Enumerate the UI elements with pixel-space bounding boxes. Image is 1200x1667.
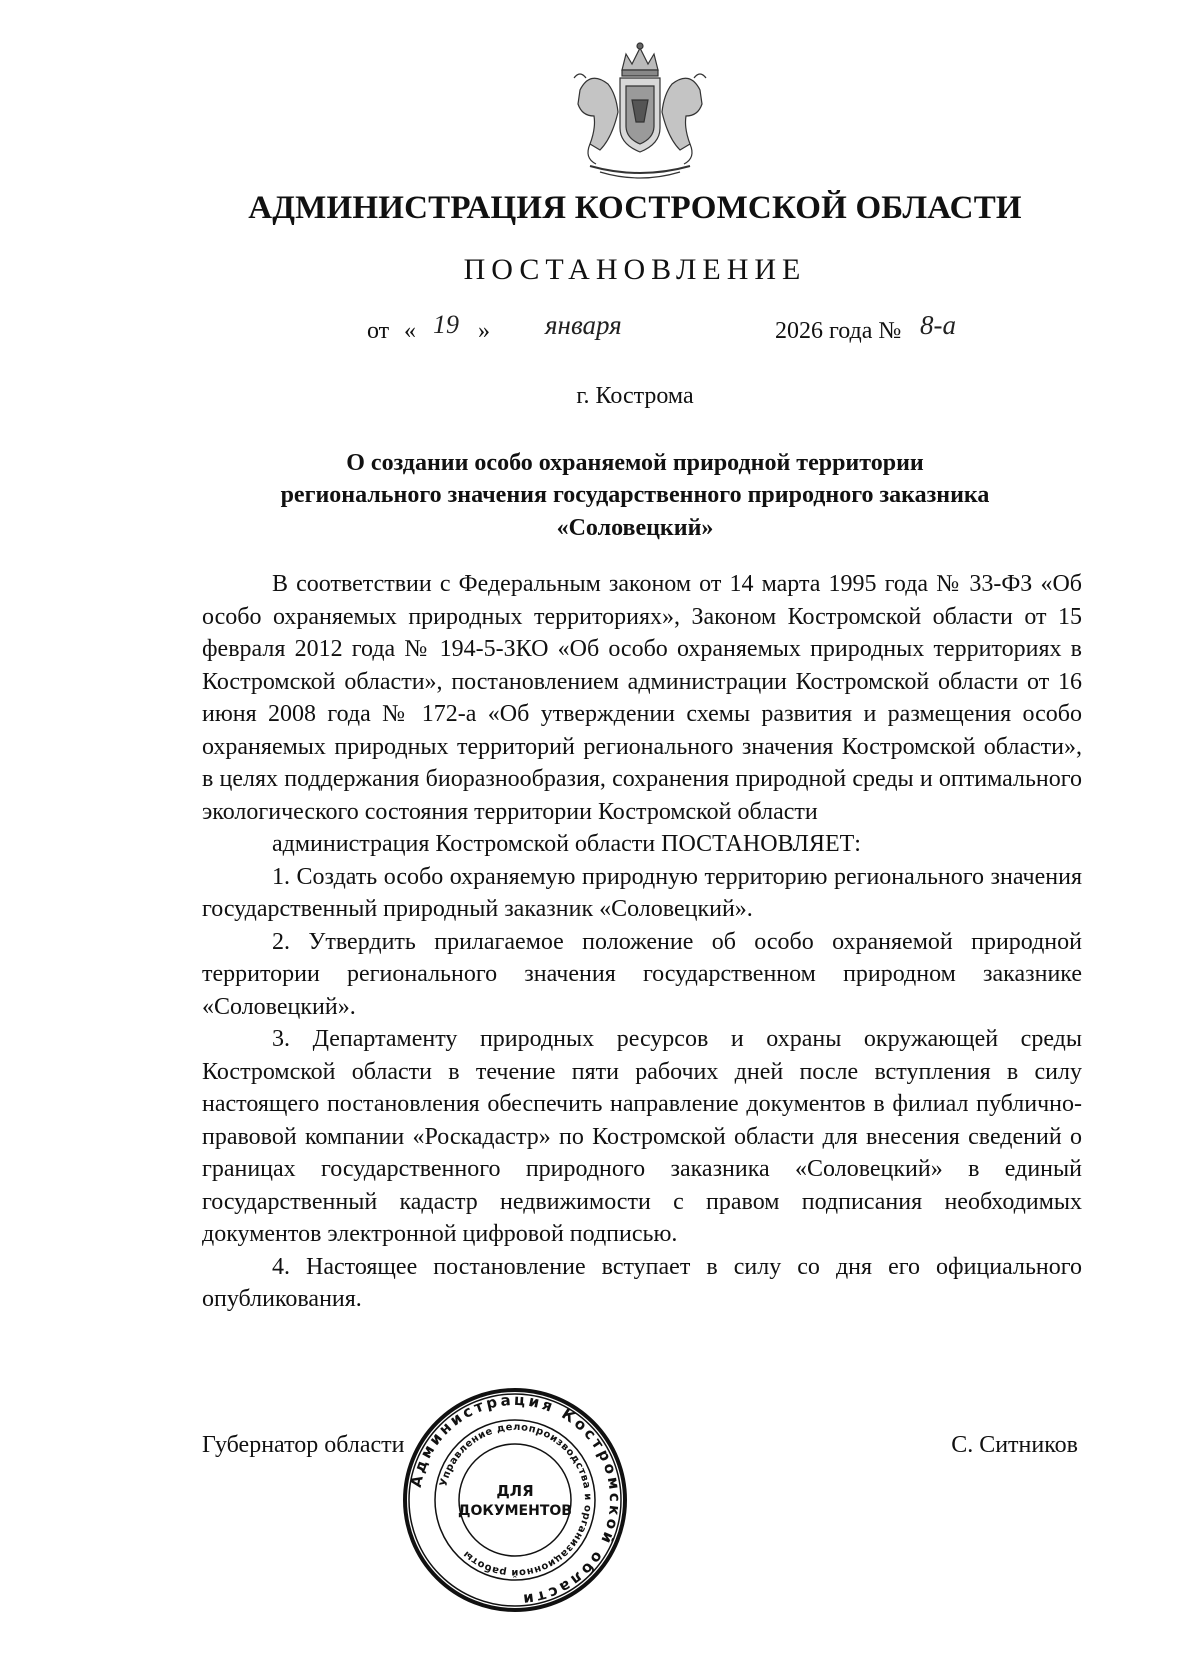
document-body [202, 568, 1082, 1316]
item-paragraph-1: 1. Создать особо охраняемую природную территорию регионального значения государственный природный заказник «Соловецкий». [202, 863, 1082, 922]
signatory-role: Губернатор области [202, 1432, 405, 1458]
signatory-name: С. Ситников [951, 1432, 1078, 1458]
date-quote-open: « [404, 318, 416, 344]
item-paragraph-4: 4. Настоящее постановление вступает в силу со дня его официального опубликования. [202, 1253, 1082, 1312]
date-day-handwritten: 19 [433, 310, 459, 339]
date-month-handwritten: января [545, 310, 622, 340]
signature-row [202, 1432, 1082, 1472]
date-line [0, 308, 1200, 358]
stamp-center-line-2: ДОКУМЕНТОВ [458, 1503, 572, 1519]
subject-line: регионального значения государственного природного заказника [280, 482, 990, 509]
preamble-paragraph: В соответствии с Федеральным законом от 14 марта 1995 года № 33-ФЗ «Об особо охраняемых природных территориях», Законом Костромской области от 15 февраля 2012 года № 194-5-ЗКО «Об особо охраняемых природных территориях в Костромской области», постановлением администрации Костромской области от 16 июня 2008 года № 172-а «Об утверждении схемы развития и размещения особо охраняемых природных территорий регионального значения Костромской области», в целях поддержания биоразнообразия, сохранения природной среды и оптимального экологического состояния территории Костромской области [202, 571, 1082, 825]
organization-title: АДМИНИСТРАЦИЯ КОСТРОМСКОЙ ОБЛАСТИ [248, 190, 1022, 226]
item-paragraph-3: 3. Департаменту природных ресурсов и охраны окружающей среды Костромской области в течение пяти рабочих дней после вступления в силу настоящего постановления обеспечить направление документов в филиал публично-правовой компании «Роскадастр» по Костромской области для внесения сведений о границах государственного природного заказника «Соловецкий» в единый государственный кадастр недвижимости с правом подписания необходимых документов электронной цифровой подписью. [202, 1026, 1082, 1247]
date-year-text: 2026 года № [775, 318, 902, 344]
stamp-inner-text: Управление делопроизводства и организационной работы [438, 1421, 594, 1579]
date-prefix: от [367, 318, 390, 344]
item-paragraph-2: 2. Утвердить прилагаемое положение об особо охраняемой природной территории регионального значения государственном природном заказнике «Соловецкий». [202, 928, 1082, 1020]
stamp-center-line-1: ДЛЯ [496, 1482, 534, 1500]
official-stamp [400, 1385, 630, 1615]
document-number-handwritten: 8-а [920, 310, 956, 340]
resolves-paragraph: администрация Костромской области ПОСТАНОВЛЯЕТ: [272, 831, 861, 857]
stamp-outer-text: Администрация Костромской области [406, 1390, 625, 1610]
city: г. Кострома [576, 383, 694, 409]
document-subject [230, 447, 1040, 544]
subject-line: «Соловецкий» [556, 514, 714, 541]
document-type: ПОСТАНОВЛЕНИЕ [463, 253, 807, 286]
coat-of-arms-emblem [560, 40, 720, 180]
date-quote-close: » [478, 318, 490, 344]
subject-line: О создании особо охраняемой природной территории [346, 450, 924, 476]
